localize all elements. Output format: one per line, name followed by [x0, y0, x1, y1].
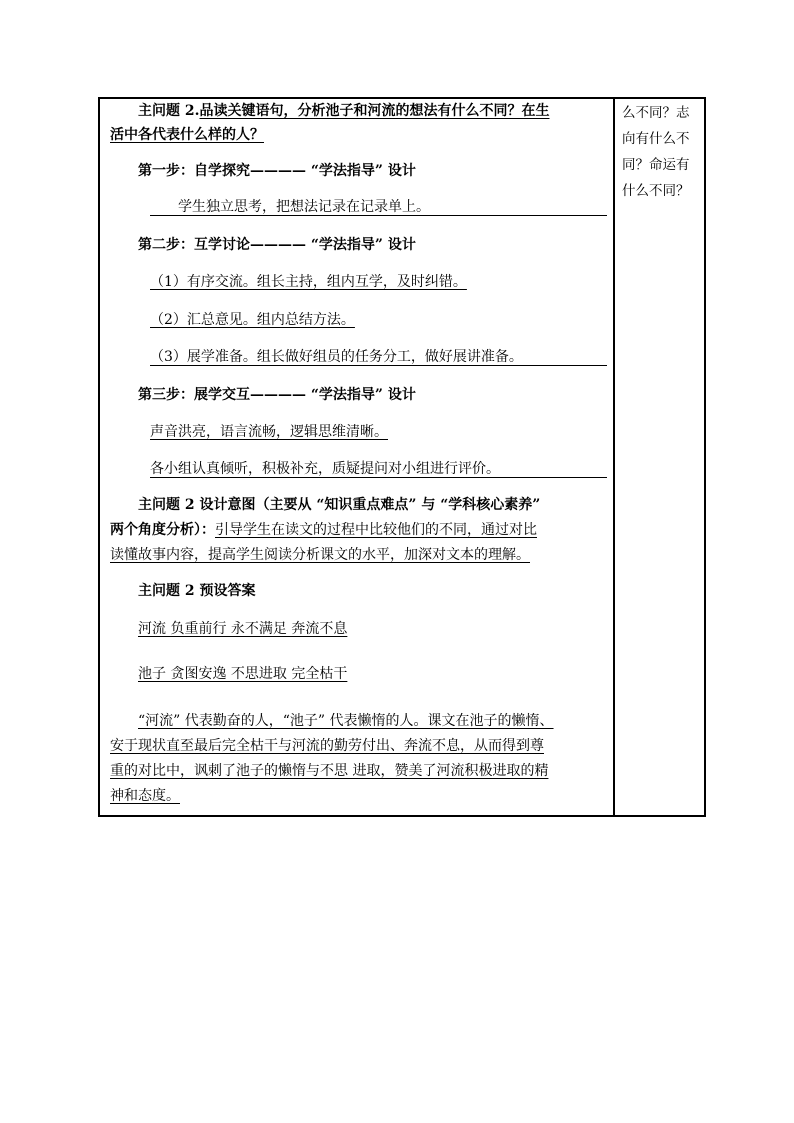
side-line-4: 什么不同？	[622, 183, 690, 199]
intent-text: 引导学生在读文的过程中比较他们的不同，通过对比	[215, 522, 537, 538]
question-title-line1	[138, 101, 550, 121]
question-title-line2: 活中各代表什么样的人？	[110, 127, 264, 143]
intent-line1: 主问题 2 设计意图（主要从 “知识重点难点” 与 “学科核心素养”	[138, 497, 541, 513]
step1-title: 第一步：自学探究———— “学法指导” 设计	[138, 163, 416, 179]
step3-title: 第三步：展学交互———— “学法指导” 设计	[138, 387, 416, 403]
step3-underline	[150, 477, 607, 478]
conclusion-line-1: “河流” 代表勤奋的人，“池子” 代表懒惰的人。课文在池子的懒惰、	[138, 713, 554, 729]
side-line-3: 同？命运有	[622, 157, 690, 173]
answer-river: 河流 负重前行 永不满足 奔流不息	[138, 621, 348, 637]
answer-title: 主问题 2 预设答案	[138, 583, 256, 599]
step2-item-1: （1）有序交流。组长主持，组内互学，及时纠错。	[150, 274, 467, 290]
intent-label: 两个角度分析）：	[110, 522, 215, 538]
side-line-1: 么不同？志	[622, 105, 690, 121]
step1-underline	[150, 215, 607, 216]
step3-item-1: 声音洪亮，语言流畅，逻辑思维清晰。	[150, 424, 388, 440]
side-cell	[622, 97, 702, 204]
column-divider	[613, 97, 615, 817]
conclusion-line-3: 重的对比中，讽刺了池子的懒惰与不思 进取，赞美了河流积极进取的精	[110, 763, 549, 779]
conclusion-line-4: 神和态度。	[110, 788, 180, 804]
conclusion-line-2: 安于现状直至最后完全枯干与河流的勤劳付出、奔流不息，从而得到尊	[110, 738, 544, 754]
intent-line2	[110, 520, 537, 540]
step2-item-3: （3）展学准备。组长做好组员的任务分工，做好展讲准备。	[150, 349, 523, 365]
step1-text: 学生独立思考，把想法记录在记录单上。	[178, 199, 430, 215]
question-text: 品读关键语句，分析池子和河流的想法有什么不同？在生	[199, 103, 550, 119]
step2-underline	[150, 365, 607, 366]
intent-line3: 读懂故事内容，提高学生阅读分析课文的水平，加深对文本的理解。	[110, 547, 530, 563]
step2-title: 第二步：互学讨论———— “学法指导” 设计	[138, 237, 416, 253]
side-line-2: 向有什么不	[622, 131, 690, 147]
step3-item-2: 各小组认真倾听，积极补充，质疑提问对小组进行评价。	[150, 461, 500, 477]
answer-pond: 池子 贪图安逸 不思进取 完全枯干	[138, 666, 348, 682]
step2-item-2: （2）汇总意见。组内总结方法。	[150, 312, 355, 328]
question-number: 主问题 2.	[138, 103, 200, 119]
